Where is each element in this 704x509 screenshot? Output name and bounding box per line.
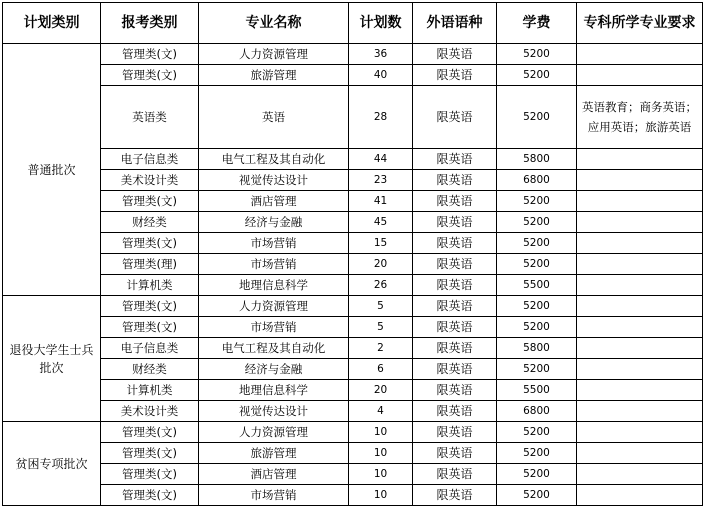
plan-category-cell: 普通批次 — [3, 44, 101, 296]
table-row — [3, 422, 703, 443]
apply-category-cell: 管理类(文) — [101, 443, 199, 464]
apply-category-cell: 管理类(文) — [101, 464, 199, 485]
table-row — [3, 485, 703, 506]
table-body — [3, 44, 703, 506]
plan-count-cell: 2 — [349, 338, 413, 359]
plan-count-cell: 15 — [349, 233, 413, 254]
apply-category-cell: 计算机类 — [101, 275, 199, 296]
header-foreign-language: 外语语种 — [413, 3, 497, 44]
table-row — [3, 401, 703, 422]
plan-count-cell: 23 — [349, 170, 413, 191]
major-name-cell: 酒店管理 — [199, 464, 349, 485]
major-requirement-cell — [577, 338, 703, 359]
table-row — [3, 338, 703, 359]
table-row — [3, 275, 703, 296]
apply-category-cell: 管理类(文) — [101, 233, 199, 254]
major-name-cell: 英语 — [199, 86, 349, 149]
foreign-language-cell: 限英语 — [413, 464, 497, 485]
plan-count-cell: 10 — [349, 485, 413, 506]
tuition-cell: 5200 — [497, 422, 577, 443]
major-requirement-cell — [577, 380, 703, 401]
major-requirement-cell: 英语教育；商务英语；应用英语；旅游英语 — [577, 86, 703, 149]
enrollment-plan-table — [2, 2, 703, 506]
major-name-cell: 电气工程及其自动化 — [199, 338, 349, 359]
header-major-requirement: 专科所学专业要求 — [577, 3, 703, 44]
plan-count-cell: 5 — [349, 296, 413, 317]
plan-count-cell: 10 — [349, 464, 413, 485]
foreign-language-cell: 限英语 — [413, 422, 497, 443]
header-major-name: 专业名称 — [199, 3, 349, 44]
plan-count-cell: 5 — [349, 317, 413, 338]
tuition-cell: 5200 — [497, 44, 577, 65]
apply-category-cell: 财经类 — [101, 212, 199, 233]
plan-count-cell: 44 — [349, 149, 413, 170]
tuition-cell: 5200 — [497, 317, 577, 338]
foreign-language-cell: 限英语 — [413, 254, 497, 275]
apply-category-cell: 管理类(文) — [101, 65, 199, 86]
major-name-cell: 视觉传达设计 — [199, 401, 349, 422]
tuition-cell: 5200 — [497, 485, 577, 506]
header-apply-category: 报考类别 — [101, 3, 199, 44]
plan-category-cell: 贫困专项批次 — [3, 422, 101, 506]
apply-category-cell: 财经类 — [101, 359, 199, 380]
major-name-cell: 地理信息科学 — [199, 380, 349, 401]
foreign-language-cell: 限英语 — [413, 359, 497, 380]
apply-category-cell: 电子信息类 — [101, 338, 199, 359]
foreign-language-cell: 限英语 — [413, 86, 497, 149]
major-requirement-cell — [577, 65, 703, 86]
header-plan-category: 计划类别 — [3, 3, 101, 44]
header-tuition: 学费 — [497, 3, 577, 44]
tuition-cell: 6800 — [497, 401, 577, 422]
major-requirement-cell — [577, 317, 703, 338]
major-name-cell: 旅游管理 — [199, 443, 349, 464]
foreign-language-cell: 限英语 — [413, 44, 497, 65]
foreign-language-cell: 限英语 — [413, 443, 497, 464]
foreign-language-cell: 限英语 — [413, 191, 497, 212]
major-requirement-cell — [577, 191, 703, 212]
major-requirement-cell — [577, 212, 703, 233]
major-requirement-cell — [577, 464, 703, 485]
plan-count-cell: 20 — [349, 380, 413, 401]
major-requirement-cell — [577, 422, 703, 443]
header-row — [3, 3, 703, 44]
plan-count-cell: 10 — [349, 422, 413, 443]
table-row — [3, 464, 703, 485]
foreign-language-cell: 限英语 — [413, 296, 497, 317]
tuition-cell: 5200 — [497, 254, 577, 275]
major-name-cell: 经济与金融 — [199, 359, 349, 380]
foreign-language-cell: 限英语 — [413, 380, 497, 401]
foreign-language-cell: 限英语 — [413, 65, 497, 86]
major-name-cell: 人力资源管理 — [199, 44, 349, 65]
apply-category-cell: 美术设计类 — [101, 401, 199, 422]
table-row — [3, 233, 703, 254]
plan-count-cell: 4 — [349, 401, 413, 422]
header-plan-count: 计划数 — [349, 3, 413, 44]
table-row — [3, 149, 703, 170]
foreign-language-cell: 限英语 — [413, 170, 497, 191]
table-row — [3, 44, 703, 65]
major-requirement-cell — [577, 170, 703, 191]
plan-count-cell: 36 — [349, 44, 413, 65]
apply-category-cell: 管理类(文) — [101, 191, 199, 212]
major-requirement-cell — [577, 401, 703, 422]
tuition-cell: 5200 — [497, 359, 577, 380]
apply-category-cell: 计算机类 — [101, 380, 199, 401]
apply-category-cell: 电子信息类 — [101, 149, 199, 170]
tuition-cell: 5800 — [497, 338, 577, 359]
table-row — [3, 212, 703, 233]
apply-category-cell: 管理类(文) — [101, 296, 199, 317]
plan-count-cell: 41 — [349, 191, 413, 212]
foreign-language-cell: 限英语 — [413, 275, 497, 296]
tuition-cell: 5200 — [497, 296, 577, 317]
foreign-language-cell: 限英语 — [413, 149, 497, 170]
table-row — [3, 254, 703, 275]
major-requirement-cell — [577, 44, 703, 65]
major-requirement-cell — [577, 233, 703, 254]
tuition-cell: 5200 — [497, 443, 577, 464]
major-name-cell: 人力资源管理 — [199, 296, 349, 317]
apply-category-cell: 管理类(文) — [101, 317, 199, 338]
apply-category-cell: 管理类(文) — [101, 422, 199, 443]
plan-category-cell: 退役大学生士兵批次 — [3, 296, 101, 422]
major-name-cell: 市场营销 — [199, 254, 349, 275]
table-row — [3, 443, 703, 464]
plan-count-cell: 40 — [349, 65, 413, 86]
tuition-cell: 5200 — [497, 65, 577, 86]
foreign-language-cell: 限英语 — [413, 212, 497, 233]
foreign-language-cell: 限英语 — [413, 317, 497, 338]
major-name-cell: 视觉传达设计 — [199, 170, 349, 191]
apply-category-cell: 管理类(文) — [101, 44, 199, 65]
tuition-cell: 5200 — [497, 233, 577, 254]
major-requirement-cell — [577, 485, 703, 506]
major-requirement-cell — [577, 359, 703, 380]
major-name-cell: 电气工程及其自动化 — [199, 149, 349, 170]
major-name-cell: 市场营销 — [199, 317, 349, 338]
major-name-cell: 旅游管理 — [199, 65, 349, 86]
apply-category-cell: 美术设计类 — [101, 170, 199, 191]
major-requirement-cell — [577, 443, 703, 464]
plan-count-cell: 20 — [349, 254, 413, 275]
table-row — [3, 296, 703, 317]
major-name-cell: 人力资源管理 — [199, 422, 349, 443]
foreign-language-cell: 限英语 — [413, 338, 497, 359]
major-name-cell: 地理信息科学 — [199, 275, 349, 296]
major-requirement-cell — [577, 296, 703, 317]
major-requirement-cell — [577, 254, 703, 275]
table-row — [3, 380, 703, 401]
major-name-cell: 市场营销 — [199, 485, 349, 506]
table-row — [3, 86, 703, 149]
foreign-language-cell: 限英语 — [413, 401, 497, 422]
major-requirement-cell — [577, 275, 703, 296]
tuition-cell: 5200 — [497, 212, 577, 233]
major-name-cell: 市场营销 — [199, 233, 349, 254]
tuition-cell: 5200 — [497, 464, 577, 485]
apply-category-cell: 英语类 — [101, 86, 199, 149]
table-row — [3, 170, 703, 191]
table-row — [3, 65, 703, 86]
table-row — [3, 191, 703, 212]
plan-count-cell: 28 — [349, 86, 413, 149]
plan-count-cell: 10 — [349, 443, 413, 464]
foreign-language-cell: 限英语 — [413, 233, 497, 254]
tuition-cell: 5500 — [497, 380, 577, 401]
major-name-cell: 经济与金融 — [199, 212, 349, 233]
foreign-language-cell: 限英语 — [413, 485, 497, 506]
plan-count-cell: 6 — [349, 359, 413, 380]
table-row — [3, 317, 703, 338]
tuition-cell: 5500 — [497, 275, 577, 296]
tuition-cell: 5200 — [497, 191, 577, 212]
table-row — [3, 359, 703, 380]
tuition-cell: 6800 — [497, 170, 577, 191]
tuition-cell: 5200 — [497, 86, 577, 149]
plan-count-cell: 26 — [349, 275, 413, 296]
major-requirement-cell — [577, 149, 703, 170]
plan-count-cell: 45 — [349, 212, 413, 233]
apply-category-cell: 管理类(理) — [101, 254, 199, 275]
major-name-cell: 酒店管理 — [199, 191, 349, 212]
apply-category-cell: 管理类(文) — [101, 485, 199, 506]
tuition-cell: 5800 — [497, 149, 577, 170]
